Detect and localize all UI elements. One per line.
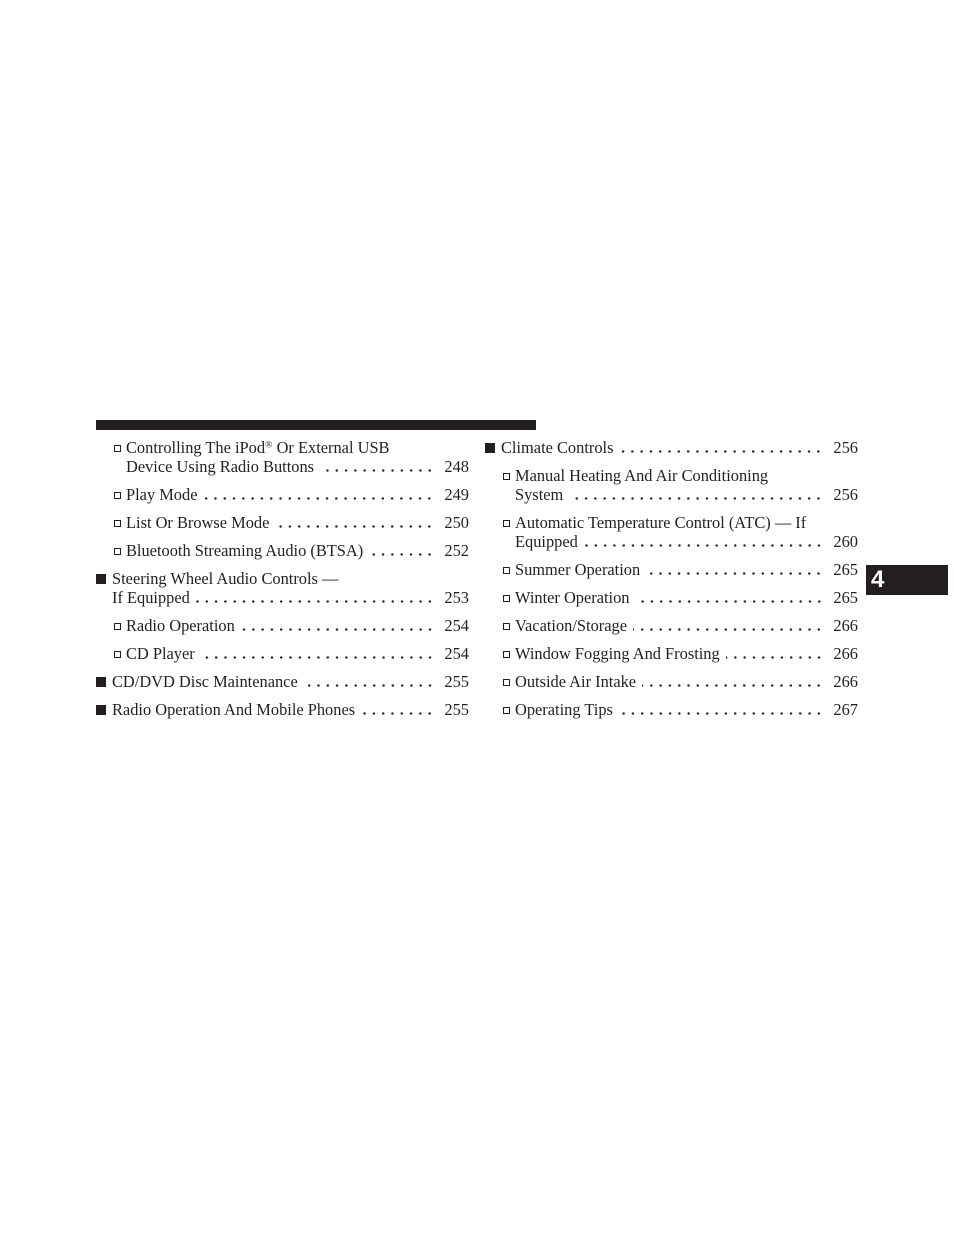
toc-entry-title: CD Player	[126, 644, 195, 663]
toc-entry	[485, 438, 858, 457]
toc-entry	[485, 616, 858, 635]
toc-entry-title: Climate Controls	[501, 438, 614, 457]
registered-mark: ®	[265, 439, 273, 451]
dot-leader	[619, 438, 823, 457]
hollow-square-icon	[114, 520, 121, 527]
hollow-square-icon	[114, 548, 121, 555]
toc-entry	[96, 541, 469, 560]
hollow-square-icon	[503, 473, 510, 480]
dot-leader	[369, 541, 434, 560]
toc-entry-title: Device Using Radio Buttons	[126, 457, 315, 476]
toc-entry	[96, 616, 469, 635]
toc-entry-title: Vacation/Storage	[515, 616, 627, 635]
dot-leader	[275, 513, 434, 532]
toc-entry	[96, 485, 469, 504]
toc-entry-last-line	[515, 672, 858, 691]
toc-entry-last-line	[126, 513, 469, 532]
toc-entry-title: If Equipped	[112, 588, 190, 607]
toc-right-column	[485, 438, 858, 719]
hollow-square-icon	[114, 623, 121, 630]
chapter-number: 4	[871, 566, 885, 593]
toc-entry-title: Automatic Temperature Control (ATC) — If	[515, 513, 807, 532]
toc-entry-last-line	[112, 672, 469, 691]
toc-entry	[96, 700, 469, 719]
toc-page-number: 266	[833, 644, 858, 663]
toc-entry-last-line	[112, 588, 469, 607]
toc-page-number: 255	[444, 672, 469, 691]
toc-page-number: 266	[833, 616, 858, 635]
toc-entry-title: CD/DVD Disc Maintenance	[112, 672, 298, 691]
dot-leader	[584, 532, 824, 551]
toc-entry-last-line	[501, 438, 858, 457]
toc-entry-title: Window Fogging And Frosting	[515, 644, 720, 663]
toc-page-number: 252	[444, 541, 469, 560]
dot-leader	[201, 644, 435, 663]
dot-leader	[726, 644, 824, 663]
hollow-square-icon	[114, 651, 121, 658]
hollow-square-icon	[114, 445, 121, 452]
toc-entry	[96, 438, 469, 476]
toc-entry-last-line	[515, 560, 858, 579]
dot-leader	[642, 672, 823, 691]
toc-entry-last-line	[126, 644, 469, 663]
toc-entry-last-line	[126, 616, 469, 635]
toc-entry-title: Bluetooth Streaming Audio (BTSA)	[126, 541, 364, 560]
toc-page-number: 249	[444, 485, 469, 504]
toc-entry	[485, 560, 858, 579]
hollow-square-icon	[503, 623, 510, 630]
dot-leader	[203, 485, 434, 504]
hollow-square-icon	[503, 679, 510, 686]
toc-entry-title: System	[515, 485, 564, 504]
toc-entry-title: Outside Air Intake	[515, 672, 637, 691]
toc-entry-last-line	[515, 532, 858, 551]
toc-entry-title: Controlling The iPod® Or External USB	[126, 438, 390, 457]
dot-leader	[241, 616, 435, 635]
toc-page-number: 266	[833, 672, 858, 691]
toc-entry-last-line	[126, 485, 469, 504]
toc-entry	[96, 513, 469, 532]
toc-entry-last-line	[126, 541, 469, 560]
hollow-square-icon	[503, 567, 510, 574]
dot-leader	[569, 485, 823, 504]
toc-entry-title: Summer Operation	[515, 560, 641, 579]
toc-entry-last-line	[515, 644, 858, 663]
toc-entry-title: Play Mode	[126, 485, 198, 504]
dot-leader	[633, 616, 823, 635]
hollow-square-icon	[503, 707, 510, 714]
hollow-square-icon	[503, 595, 510, 602]
toc-entry-title: Equipped	[515, 532, 578, 551]
toc-entry-title: Manual Heating And Air Conditioning	[515, 466, 769, 485]
hollow-square-icon	[503, 520, 510, 527]
toc-entry	[96, 644, 469, 663]
filled-square-icon	[96, 705, 106, 715]
toc-entry-last-line	[515, 700, 858, 719]
toc-page-number: 256	[833, 485, 858, 504]
dot-leader	[636, 588, 824, 607]
dot-leader	[320, 457, 434, 476]
filled-square-icon	[96, 574, 106, 584]
toc-entry-title: List Or Browse Mode	[126, 513, 270, 532]
dot-leader	[619, 700, 824, 719]
dot-leader	[196, 588, 435, 607]
hollow-square-icon	[503, 651, 510, 658]
toc-entry	[485, 700, 858, 719]
toc-entry-title: Radio Operation	[126, 616, 235, 635]
toc-page-number: 255	[444, 700, 469, 719]
toc-entry	[96, 672, 469, 691]
toc-entry-title: Winter Operation	[515, 588, 630, 607]
toc-entry	[485, 588, 858, 607]
dot-leader	[361, 700, 434, 719]
dot-leader	[304, 672, 435, 691]
toc-entry-title: Steering Wheel Audio Controls —	[112, 569, 339, 588]
chapter-tab	[866, 565, 948, 595]
toc-entry-last-line	[112, 700, 469, 719]
toc-entry-last-line	[515, 588, 858, 607]
toc-page-number: 250	[444, 513, 469, 532]
toc-entry	[96, 569, 469, 607]
dot-leader	[646, 560, 823, 579]
toc-entry	[485, 672, 858, 691]
toc-entry-last-line	[515, 485, 858, 504]
hollow-square-icon	[114, 492, 121, 499]
toc-left-column	[96, 438, 469, 719]
toc-entry-title: Radio Operation And Mobile Phones	[112, 700, 356, 719]
toc-page-number: 248	[444, 457, 469, 476]
toc-page-number: 253	[444, 588, 469, 607]
filled-square-icon	[96, 677, 106, 687]
toc-entry-title: Operating Tips	[515, 700, 613, 719]
toc-entry	[485, 466, 858, 504]
toc-page-number: 256	[833, 438, 858, 457]
toc-page-number: 265	[833, 560, 858, 579]
toc-entry-last-line	[515, 616, 858, 635]
toc-page-number: 254	[444, 644, 469, 663]
header-rule	[96, 420, 536, 430]
toc-page-number: 260	[833, 532, 858, 551]
toc-page-number: 265	[833, 588, 858, 607]
toc-entry	[485, 513, 858, 551]
filled-square-icon	[485, 443, 495, 453]
toc-page-number: 254	[444, 616, 469, 635]
toc-entry	[485, 644, 858, 663]
toc-entry-last-line	[126, 457, 469, 476]
toc-page-number: 267	[833, 700, 858, 719]
